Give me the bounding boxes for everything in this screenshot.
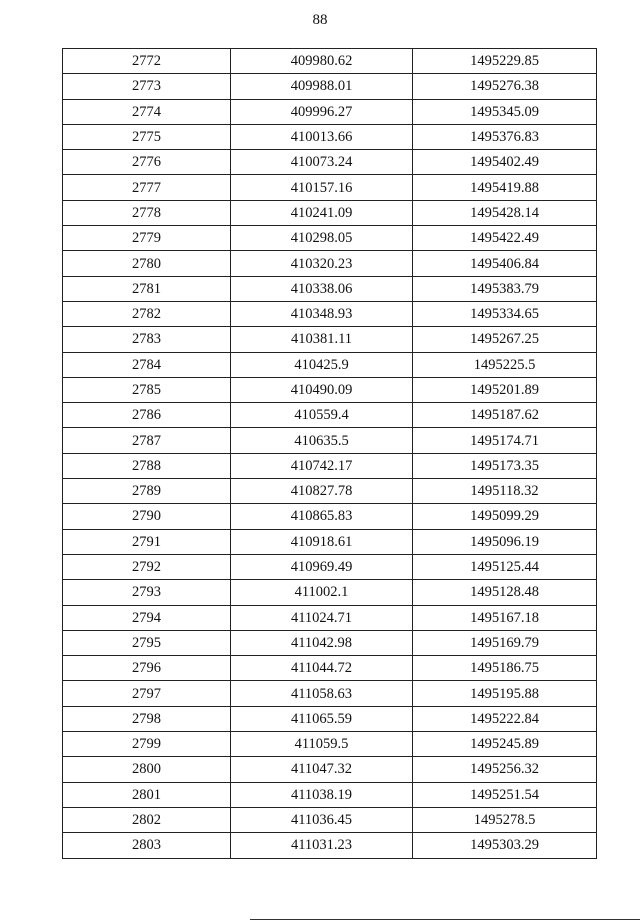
point-number-cell: 2788	[63, 453, 231, 478]
x-coordinate-cell: 411065.59	[231, 706, 413, 731]
table-row	[63, 276, 597, 301]
y-coordinate-cell: 1495096.19	[413, 529, 597, 554]
y-coordinate-cell: 1495428.14	[413, 200, 597, 225]
x-coordinate-cell: 410425.9	[231, 352, 413, 377]
point-number-cell: 2793	[63, 580, 231, 605]
y-coordinate-cell: 1495128.48	[413, 580, 597, 605]
y-coordinate-cell: 1495422.49	[413, 226, 597, 251]
point-number-cell: 2783	[63, 327, 231, 352]
table-row	[63, 352, 597, 377]
table-row	[63, 757, 597, 782]
table-row	[63, 681, 597, 706]
y-coordinate-cell: 1495169.79	[413, 630, 597, 655]
y-coordinate-cell: 1495222.84	[413, 706, 597, 731]
table-row	[63, 226, 597, 251]
y-coordinate-cell: 1495419.88	[413, 175, 597, 200]
point-number-cell: 2785	[63, 377, 231, 402]
x-coordinate-cell: 409996.27	[231, 99, 413, 124]
point-number-cell: 2790	[63, 504, 231, 529]
point-number-cell: 2791	[63, 529, 231, 554]
x-coordinate-cell: 410348.93	[231, 301, 413, 326]
point-number-cell: 2781	[63, 276, 231, 301]
point-number-cell: 2796	[63, 656, 231, 681]
y-coordinate-cell: 1495278.5	[413, 807, 597, 832]
x-coordinate-cell: 410073.24	[231, 150, 413, 175]
x-coordinate-cell: 410338.06	[231, 276, 413, 301]
y-coordinate-cell: 1495276.38	[413, 74, 597, 99]
table-row	[63, 580, 597, 605]
table-row	[63, 453, 597, 478]
x-coordinate-cell: 410298.05	[231, 226, 413, 251]
x-coordinate-cell: 410827.78	[231, 479, 413, 504]
point-number-cell: 2773	[63, 74, 231, 99]
table-row	[63, 327, 597, 352]
point-number-cell: 2784	[63, 352, 231, 377]
table-row	[63, 428, 597, 453]
y-coordinate-cell: 1495186.75	[413, 656, 597, 681]
x-coordinate-cell: 410320.23	[231, 251, 413, 276]
table-row	[63, 782, 597, 807]
x-coordinate-cell: 411024.71	[231, 605, 413, 630]
y-coordinate-cell: 1495187.62	[413, 403, 597, 428]
x-coordinate-cell: 410635.5	[231, 428, 413, 453]
y-coordinate-cell: 1495229.85	[413, 49, 597, 74]
y-coordinate-cell: 1495225.5	[413, 352, 597, 377]
bottom-rule	[250, 919, 640, 920]
point-number-cell: 2776	[63, 150, 231, 175]
x-coordinate-cell: 411038.19	[231, 782, 413, 807]
point-number-cell: 2800	[63, 757, 231, 782]
coordinates-table	[62, 48, 597, 859]
x-coordinate-cell: 410969.49	[231, 554, 413, 579]
coordinates-table-body	[63, 49, 597, 859]
table-row	[63, 807, 597, 832]
point-number-cell: 2777	[63, 175, 231, 200]
x-coordinate-cell: 410013.66	[231, 124, 413, 149]
point-number-cell: 2794	[63, 605, 231, 630]
y-coordinate-cell: 1495334.65	[413, 301, 597, 326]
table-row	[63, 656, 597, 681]
x-coordinate-cell: 411031.23	[231, 833, 413, 858]
x-coordinate-cell: 409980.62	[231, 49, 413, 74]
y-coordinate-cell: 1495345.09	[413, 99, 597, 124]
point-number-cell: 2799	[63, 732, 231, 757]
x-coordinate-cell: 411059.5	[231, 732, 413, 757]
y-coordinate-cell: 1495406.84	[413, 251, 597, 276]
point-number-cell: 2797	[63, 681, 231, 706]
x-coordinate-cell: 411036.45	[231, 807, 413, 832]
table-row	[63, 605, 597, 630]
table-row	[63, 479, 597, 504]
table-row	[63, 529, 597, 554]
x-coordinate-cell: 411058.63	[231, 681, 413, 706]
x-coordinate-cell: 411042.98	[231, 630, 413, 655]
x-coordinate-cell: 410918.61	[231, 529, 413, 554]
point-number-cell: 2795	[63, 630, 231, 655]
table-row	[63, 74, 597, 99]
y-coordinate-cell: 1495118.32	[413, 479, 597, 504]
table-row	[63, 403, 597, 428]
table-row	[63, 706, 597, 731]
y-coordinate-cell: 1495251.54	[413, 782, 597, 807]
x-coordinate-cell: 410865.83	[231, 504, 413, 529]
point-number-cell: 2778	[63, 200, 231, 225]
table-row	[63, 732, 597, 757]
table-row	[63, 251, 597, 276]
y-coordinate-cell: 1495125.44	[413, 554, 597, 579]
table-row	[63, 504, 597, 529]
point-number-cell: 2775	[63, 124, 231, 149]
table-row	[63, 377, 597, 402]
table-row	[63, 99, 597, 124]
point-number-cell: 2779	[63, 226, 231, 251]
x-coordinate-cell: 410157.16	[231, 175, 413, 200]
point-number-cell: 2789	[63, 479, 231, 504]
point-number-cell: 2798	[63, 706, 231, 731]
point-number-cell: 2792	[63, 554, 231, 579]
table-row	[63, 150, 597, 175]
page-number: 88	[312, 12, 328, 28]
y-coordinate-cell: 1495256.32	[413, 757, 597, 782]
point-number-cell: 2801	[63, 782, 231, 807]
x-coordinate-cell: 410742.17	[231, 453, 413, 478]
y-coordinate-cell: 1495173.35	[413, 453, 597, 478]
point-number-cell: 2772	[63, 49, 231, 74]
y-coordinate-cell: 1495383.79	[413, 276, 597, 301]
y-coordinate-cell: 1495245.89	[413, 732, 597, 757]
y-coordinate-cell: 1495376.83	[413, 124, 597, 149]
y-coordinate-cell: 1495267.25	[413, 327, 597, 352]
table-row	[63, 124, 597, 149]
x-coordinate-cell: 410490.09	[231, 377, 413, 402]
table-row	[63, 630, 597, 655]
point-number-cell: 2782	[63, 301, 231, 326]
table-row	[63, 833, 597, 858]
x-coordinate-cell: 410381.11	[231, 327, 413, 352]
table-row	[63, 49, 597, 74]
table-row	[63, 175, 597, 200]
y-coordinate-cell: 1495099.29	[413, 504, 597, 529]
y-coordinate-cell: 1495174.71	[413, 428, 597, 453]
y-coordinate-cell: 1495303.29	[413, 833, 597, 858]
y-coordinate-cell: 1495402.49	[413, 150, 597, 175]
x-coordinate-cell: 409988.01	[231, 74, 413, 99]
point-number-cell: 2780	[63, 251, 231, 276]
x-coordinate-cell: 411044.72	[231, 656, 413, 681]
x-coordinate-cell: 411047.32	[231, 757, 413, 782]
point-number-cell: 2803	[63, 833, 231, 858]
y-coordinate-cell: 1495201.89	[413, 377, 597, 402]
table-row	[63, 200, 597, 225]
table-row	[63, 554, 597, 579]
x-coordinate-cell: 410559.4	[231, 403, 413, 428]
point-number-cell: 2774	[63, 99, 231, 124]
point-number-cell: 2786	[63, 403, 231, 428]
x-coordinate-cell: 410241.09	[231, 200, 413, 225]
point-number-cell: 2787	[63, 428, 231, 453]
point-number-cell: 2802	[63, 807, 231, 832]
x-coordinate-cell: 411002.1	[231, 580, 413, 605]
table-row	[63, 301, 597, 326]
y-coordinate-cell: 1495195.88	[413, 681, 597, 706]
y-coordinate-cell: 1495167.18	[413, 605, 597, 630]
